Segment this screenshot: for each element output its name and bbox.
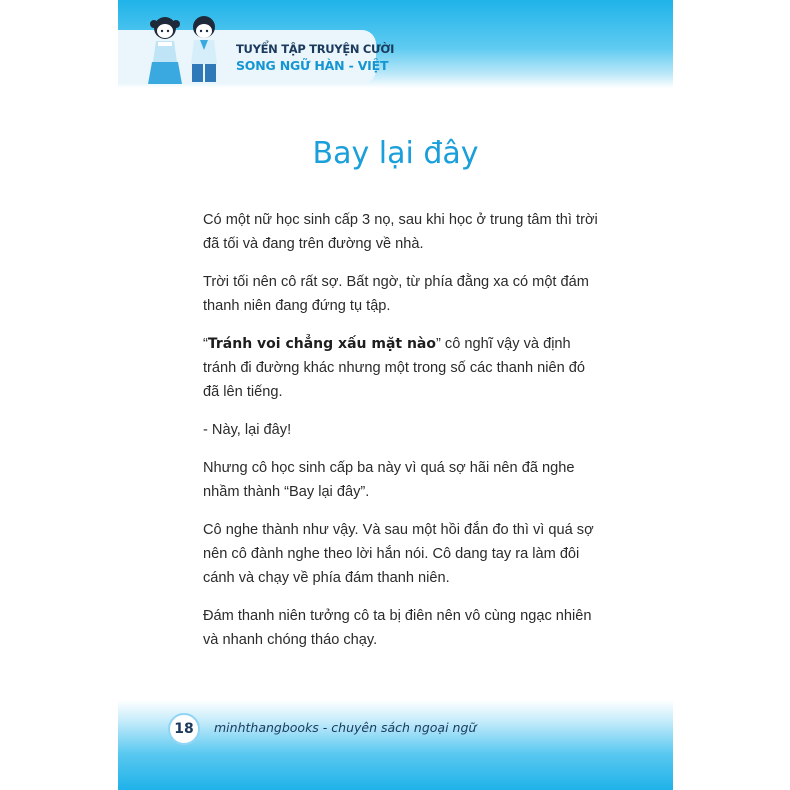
paragraph: Nhưng cô học sinh cấp ba này vì quá sợ hãi nên đã nghe nhầm thành “Bay lại đây”. bbox=[203, 460, 575, 500]
paragraph: Cô nghe thành như vậy. Và sau một hồi đắn đo thì vì quá sợ nên cô đành nghe theo lời hắn nói. Cô dang tay ra làm đôi cánh và chạy về phía đám thanh niên. bbox=[203, 522, 594, 586]
bold-proverb: Tránh voi chẳng xấu mặt nào bbox=[207, 336, 436, 352]
paragraph: Có một nữ học sinh cấp 3 nọ, sau khi học ở trung tâm thì trời đã tối và đang trên đường về nhà. bbox=[203, 212, 598, 252]
paragraph: Đám thanh niên tưởng cô ta bị điên nên vô cùng ngạc nhiên và nhanh chóng tháo chạy. bbox=[203, 608, 592, 648]
page-number: 18 bbox=[168, 713, 200, 745]
bottom-blue-band bbox=[118, 700, 673, 790]
korean-kids-icon bbox=[140, 14, 230, 88]
story-body bbox=[203, 208, 599, 666]
open-quote: “ bbox=[203, 336, 208, 352]
series-title: TUYỂN TẬP TRUYỆN CƯỜI bbox=[236, 42, 395, 56]
paragraph-rest: ” cô nghĩ vậy và định tránh đi đường khác nhưng một trong số các thanh niên đó đã lên tiếng. bbox=[203, 336, 586, 400]
story-title: Bay lại đây bbox=[312, 136, 479, 171]
book-page bbox=[118, 0, 673, 790]
paragraph bbox=[203, 332, 599, 404]
paragraph: Trời tối nên cô rất sợ. Bất ngờ, từ phía đằng xa có một đám thanh niên đang đứng tụ tập. bbox=[203, 274, 589, 314]
series-subtitle: SONG NGỮ HÀN - VIỆT bbox=[236, 58, 389, 73]
korean-boy-icon bbox=[191, 16, 217, 82]
paragraph: - Này, lại đây! bbox=[203, 422, 292, 438]
footer-text: minhthangbooks - chuyên sách ngoại ngữ bbox=[214, 720, 477, 735]
korean-girl-icon bbox=[148, 17, 182, 84]
